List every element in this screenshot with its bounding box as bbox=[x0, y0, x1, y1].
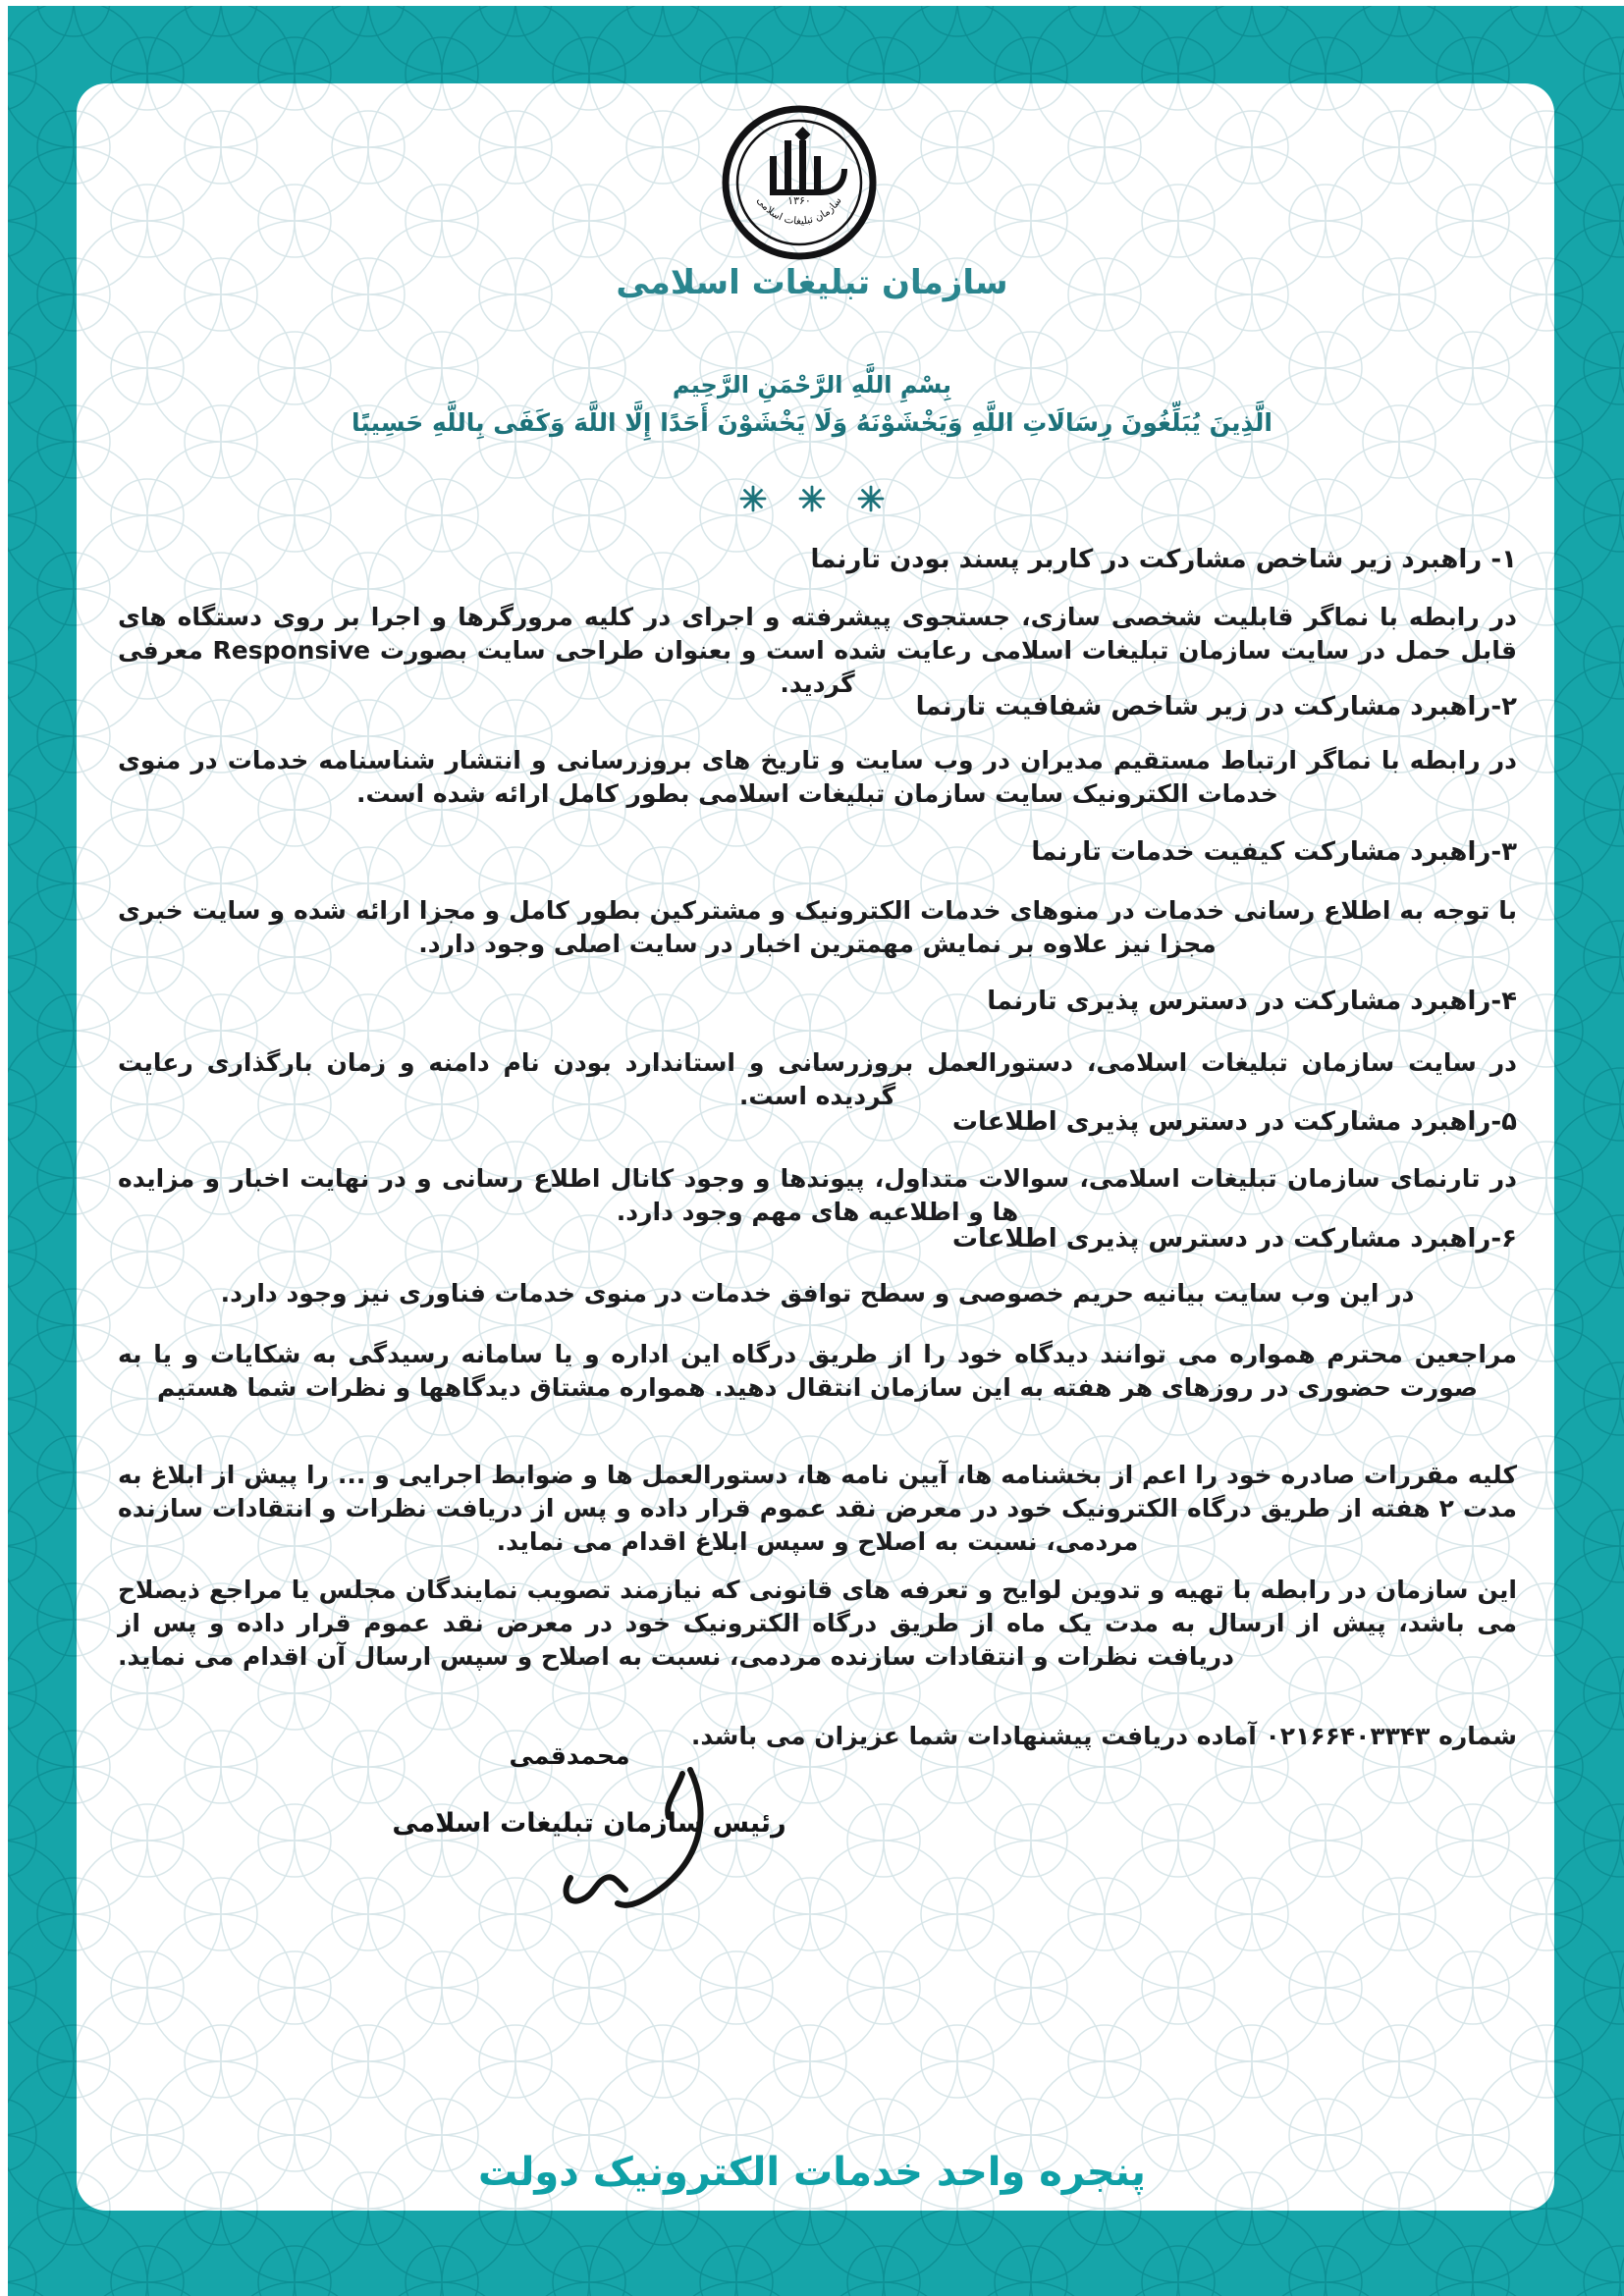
closing-paragraph-bills: این سازمان در رابطه با تهیه و تدوین لوایح و تعرفه های قانونی که نیازمند تصویب نمایندگان مجلس یا مراجع ذیصلاح می باشد، پیش از ارسال به مدت یک ماه از طریق درگاه الکترونیک خود در معرض نقد عموم قرار داده و پس از دریافت نظرات و انتقادات سازنده مردمی، نسبت به اصلاح و سپس ارسال آن اقدام می نماید. bbox=[118, 1575, 1517, 1671]
section-3-body: با توجه به اطلاع رسانی خدمات در منوهای خدمات الکترونیک و مشترکین بطور کامل و مجزا ارائه شده و سایت خبری مجزا نیز علاوه بر نمایش مهمترین اخبار در سایت اصلی وجود دارد. bbox=[118, 896, 1517, 958]
closing-paragraph-visitors: مراجعین محترم همواره می توانند دیدگاه خود را از طریق درگاه این اداره و یا سامانه رسیدگی به شکایات و یا به صورت حضوری در روزهای هر هفته به این سازمان انتقال دهید. همواره مشتاق دیدگاهها و نظرات شما هستیم bbox=[118, 1340, 1517, 1402]
organization-emblem-icon bbox=[720, 103, 879, 262]
section-4-heading: ۴-راهبرد مشارکت در دسترس پذیری تارنما bbox=[987, 987, 1517, 1016]
emblem-arc-text: سازمان تبلیغات اسلامی bbox=[754, 194, 844, 228]
section-3-heading: ۳-راهبرد مشارکت کیفیت خدمات تارنما bbox=[1031, 837, 1517, 867]
section-2-heading: ۲-راهبرد مشارکت در زیر شاخص شفافیت تارنما bbox=[915, 692, 1517, 721]
brand-wordmark: سازمان تبلیغات اسلامی bbox=[616, 263, 1008, 302]
quran-verse: الَّذِينَ يُبَلِّغُونَ رِسَالَاتِ اللَّهِ وَيَخْشَوْنَهُ وَلَا يَخْشَوْنَ أَحَدًا إِلَّا اللَّهَ وَكَفَى بِاللَّهِ حَسِيبًا bbox=[352, 408, 1272, 437]
signatory-title: رئیس سازمان تبلیغات اسلامی bbox=[392, 1808, 786, 1839]
signatory-name: محمدقمی bbox=[509, 1741, 630, 1770]
handwritten-signature bbox=[535, 1760, 741, 1937]
section-5-body: در تارنمای سازمان تبلیغات اسلامی، سوالات متداول، پیوندها و وجود کانال اطلاع رسانی و در نهایت اخبار و مزایده ها و اطلاعیه های مهم وجود دارد. bbox=[118, 1164, 1517, 1226]
section-1-heading: ۱- راهبرد زیر شاخص مشارکت در کاربر پسند بودن تارنما bbox=[810, 545, 1517, 574]
section-5-heading: ۵-راهبرد مشارکت در دسترس پذیری اطلاعات bbox=[951, 1107, 1517, 1137]
kufic-allah-mark bbox=[770, 127, 847, 195]
emblem-year: ۱۳۶۰ bbox=[787, 194, 811, 207]
section-6-body: در این وب سایت بیانیه حریم خصوصی و سطح توافق خدمات در منوی خدمات فناوری نیز وجود دارد. bbox=[220, 1279, 1415, 1308]
closing-paragraph-regulations: کلیه مقررات صادره خود را اعم از بخشنامه ها، آیین نامه ها، دستورالعمل ها و ضوابط اجرایی و ... را پیش از ابلاغ به مدت ۲ هفته از طریق درگاه الکترونیک خود در معرض نقد عموم قرار داده و پس از دریافت نظرات و انتقادات سازنده مردمی، نسبت به اصلاح و سپس ابلاغ اقدام می نماید. bbox=[118, 1461, 1517, 1556]
bismillah: بِسْمِ اللَّهِ الرَّحْمَنِ الرَّحِيم bbox=[672, 371, 952, 399]
section-2-body: در رابطه با نماگر ارتباط مستقیم مدیران در وب سایت و تاریخ های بروزرسانی و انتشار شناسنامه خدمات در منوی خدمات الکترونیک سایت سازمان تبلیغات اسلامی بطور کامل ارائه شده است. bbox=[118, 746, 1517, 808]
section-6-heading: ۶-راهبرد مشارکت در دسترس پذیری اطلاعات bbox=[951, 1224, 1517, 1254]
section-1-body: در رابطه با نماگر قابلیت شخصی سازی، جستجوی پیشرفته و اجرای در کلیه مرورگرها و اجرا بر روی دستگاه های قابل حمل در سایت سازمان تبلیغات اسلامی رعایت شده است و بعنوان طراحی سایت بصورت Responsive معرفی گردید. bbox=[118, 603, 1517, 698]
section-4-body: در سایت سازمان تبلیغات اسلامی، دستورالعمل بروزرسانی و استاندارد بودن نام دامنه و زمان بارگذاری رعایت گردیده است. bbox=[118, 1048, 1517, 1110]
flower-asterisks-ornament-icon bbox=[724, 481, 900, 516]
footer-banner: پنجره واحد خدمات الکترونیک دولت bbox=[478, 2150, 1146, 2195]
contact-phone-line: شماره ۰۲۱۶۶۴۰۳۳۴۳ آماده دریافت پیشنهادات شما عزیزان می باشد. bbox=[690, 1722, 1517, 1750]
